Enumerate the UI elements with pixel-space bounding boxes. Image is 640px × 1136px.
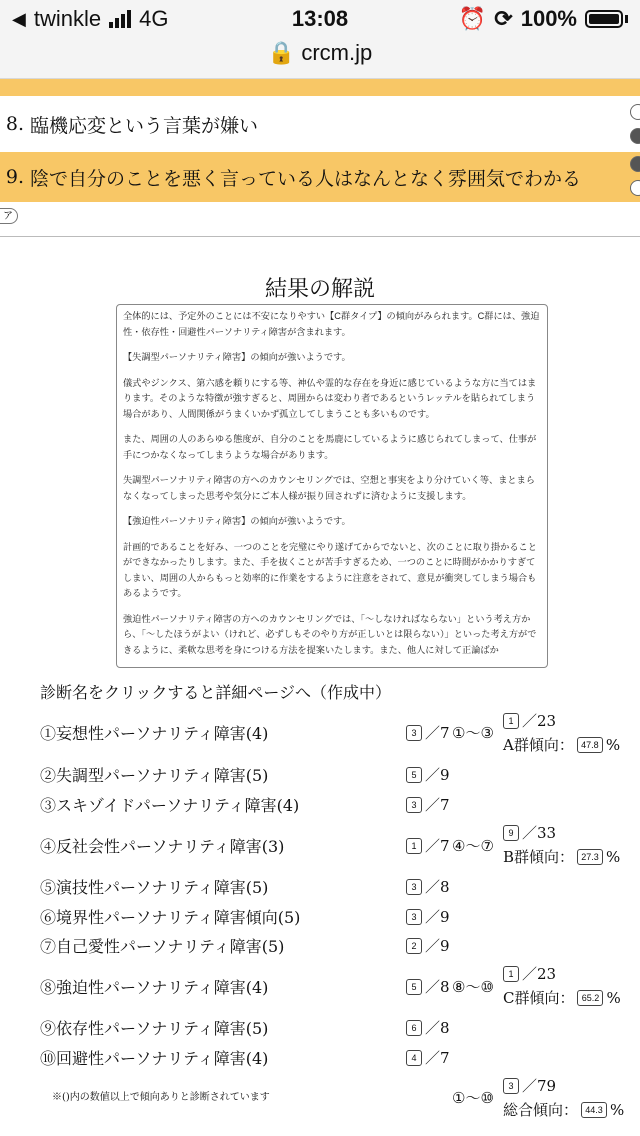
diagnosis-link-10[interactable]: ⑩回避性パーソナリティ障害(4)	[40, 1049, 269, 1068]
total-label: 総合傾向：	[503, 1101, 579, 1119]
paragraph: 【強迫性パーソナリティ障害】の傾向が強いようです。	[123, 516, 351, 526]
score-max: ／23	[522, 712, 557, 730]
diagnosis-score	[406, 876, 450, 897]
carrier: twinkle	[33, 6, 102, 31]
group-score	[503, 822, 556, 843]
percent-unit: %	[605, 735, 621, 754]
paragraph: 計画的であることを好み、一つのことを完璧にやり遂げてからでないと、次のことに取り掛かることができなかったりします。また、手を抜くことが苦手すぎるため、一つのことに時間がかかりすぎてしまい、周囲の人からもっと効率的に作業をするように注意をされて、意見が衝突してしまう場合もあるようです。	[123, 541, 537, 598]
radio-option[interactable]	[630, 104, 640, 120]
score-box: 9	[503, 825, 519, 841]
group-score	[503, 963, 556, 984]
question-text: 臨機応変という言葉が嫌い	[30, 114, 259, 137]
group-range: ①～③	[452, 724, 494, 742]
battery-tip-icon	[625, 15, 628, 23]
diagnosis-score	[406, 722, 450, 743]
lock-icon: 🔒	[267, 40, 296, 65]
score-max: ／8	[425, 978, 450, 996]
result-explanation-box[interactable]	[116, 304, 548, 668]
percent-box: 65.2	[577, 990, 603, 1006]
group-label: C群傾向：	[503, 989, 575, 1007]
clear-button[interactable]: ア	[0, 208, 18, 224]
score-max: ／79	[522, 1077, 557, 1095]
score-max: ／9	[425, 766, 450, 784]
diagnosis-score	[406, 935, 450, 956]
percent-box: 27.3	[577, 849, 603, 865]
group-tendency	[503, 734, 620, 755]
score-max: ／33	[522, 824, 557, 842]
paragraph: 【失調型パーソナリティ障害】の傾向が強いようです。	[123, 352, 351, 362]
diagnosis-link-1[interactable]: ①妄想性パーソナリティ障害(4)	[40, 724, 269, 743]
score-box: 6	[406, 1020, 422, 1036]
diagnosis-link-6[interactable]: ⑥境界性パーソナリティ障害傾向(5)	[40, 908, 301, 927]
diagnosis-link-2[interactable]: ②失調型パーソナリティ障害(5)	[40, 766, 269, 785]
score-box: 5	[406, 767, 422, 783]
percent-unit: %	[606, 988, 621, 1007]
total-range: ①～⑩	[452, 1089, 494, 1107]
url-text: crcm.jp	[301, 40, 373, 65]
score-max: ／8	[425, 1019, 450, 1037]
score-max: ／7	[425, 1049, 450, 1067]
score-box: 3	[406, 797, 422, 813]
diagnosis-link-5[interactable]: ⑤演技性パーソナリティ障害(5)	[40, 878, 269, 897]
divider	[0, 236, 640, 237]
score-box: 1	[503, 713, 519, 729]
score-max: ／9	[425, 937, 450, 955]
total-tendency	[503, 1099, 624, 1120]
radio-option[interactable]	[630, 180, 640, 196]
footnote: ※()内の数値以上で傾向ありと診断されています	[52, 1092, 270, 1103]
back-arrow-icon[interactable]: ◀	[12, 8, 26, 29]
score-box: 1	[503, 966, 519, 982]
score-box: 2	[406, 938, 422, 954]
diagnosis-link-9[interactable]: ⑨依存性パーソナリティ障害(5)	[40, 1019, 269, 1038]
radio-option[interactable]	[630, 128, 640, 144]
group-tendency	[503, 987, 621, 1008]
question-row-8[interactable]	[0, 100, 640, 148]
diagnosis-score	[406, 906, 450, 927]
group-range: ④～⑦	[452, 837, 494, 855]
diagnosis-link-7[interactable]: ⑦自己愛性パーソナリティ障害(5)	[40, 937, 285, 956]
score-max: ／23	[522, 965, 557, 983]
score-box: 4	[406, 1050, 422, 1066]
result-title: 結果の解説	[264, 277, 375, 302]
group-score	[503, 710, 556, 731]
diagnosis-score	[406, 764, 450, 785]
percent-box: 44.3	[581, 1102, 607, 1118]
battery-percent: 100%	[520, 6, 577, 31]
score-max: ／9	[425, 908, 450, 926]
diagnosis-score	[406, 1017, 450, 1038]
paragraph: 強迫性パーソナリティ障害の方へのカウンセリングでは、「～しなければならない」という考え方から、「～したほうがよい（けれど、必ずしもそのやり方が正しいとは限らない）」といった考え方ができるように、柔軟な思考を身につける方法を提案いたします。また、他人に対して正論ばか	[123, 613, 537, 655]
score-box: 3	[406, 909, 422, 925]
question-row-partial[interactable]	[0, 79, 640, 96]
score-max: ／8	[425, 878, 450, 896]
diagnosis-score	[406, 835, 450, 856]
percent-unit: %	[606, 847, 621, 866]
score-box: 3	[406, 879, 422, 895]
status-bar	[0, 0, 640, 79]
address-bar[interactable]	[0, 40, 640, 66]
score-max: ／7	[425, 796, 450, 814]
score-box: 5	[406, 979, 422, 995]
network: 4G	[139, 6, 169, 31]
diagnosis-link-4[interactable]: ④反社会性パーソナリティ障害(3)	[40, 837, 285, 856]
diagnosis-score	[406, 794, 450, 815]
percent-unit: %	[610, 1100, 625, 1119]
group-label: B群傾向：	[503, 848, 575, 866]
paragraph: 失調型パーソナリティ障害の方へのカウンセリングでは、空想と事実をより分けていく等、まとまらなくなってしまった思考や気分にご本人様が振り回されずに済むように支援します。	[123, 475, 535, 501]
diagnosis-score	[406, 1047, 450, 1068]
diagnosis-link-8[interactable]: ⑧強迫性パーソナリティ障害(4)	[40, 978, 269, 997]
score-box: 3	[503, 1078, 519, 1094]
orientation-lock-icon: ⟳	[494, 6, 513, 31]
paragraph: また、周囲の人のあらゆる態度が、自分のことを馬鹿にしているように感じられてしまって、仕事が手につかなくなってしまうような場合があります。	[123, 434, 537, 460]
score-max: ／7	[425, 724, 450, 742]
battery-icon	[585, 10, 623, 28]
paragraph: 全体的には、予定外のことには不安になりやすい【C群タイプ】の傾向がみられます。C群には、強迫性・依存性・回避性パーソナリティ障害が含まれます。	[123, 311, 540, 337]
total-score	[503, 1075, 556, 1096]
radio-option[interactable]	[630, 156, 640, 172]
question-row-9[interactable]	[0, 152, 640, 202]
score-max: ／7	[425, 837, 450, 855]
group-tendency	[503, 846, 620, 867]
question-number: 9.	[5, 166, 24, 188]
group-label: A群傾向：	[503, 736, 574, 754]
diagnosis-score	[406, 976, 450, 997]
clock: 13:08	[291, 6, 349, 31]
percent-box: 47.8	[577, 737, 603, 753]
score-box: 1	[406, 838, 422, 854]
status-right	[459, 6, 628, 32]
diagnosis-caption: 診断名をクリックすると詳細ページへ（作成中）	[40, 683, 392, 702]
paragraph: 儀式やジンクス、第六感を頼りにする等、神仏や霊的な存在を身近に感じているような方に当てはまります。そのような特徴が強すぎると、周囲からは変わり者であるというレッテルを貼られてしまう場合があり、人間関係がうまくいかず孤立してしまうことも多いものです。	[123, 377, 537, 419]
alarm-icon: ⏰	[458, 6, 487, 31]
score-box: 3	[406, 725, 422, 741]
question-number: 8.	[5, 113, 24, 135]
group-range: ⑧～⑩	[452, 978, 494, 996]
question-text: 陰で自分のことを悪く言っている人はなんとなく雰囲気でわかる	[30, 167, 582, 190]
diagnosis-link-3[interactable]: ③スキゾイドパーソナリティ障害(4)	[40, 796, 300, 815]
